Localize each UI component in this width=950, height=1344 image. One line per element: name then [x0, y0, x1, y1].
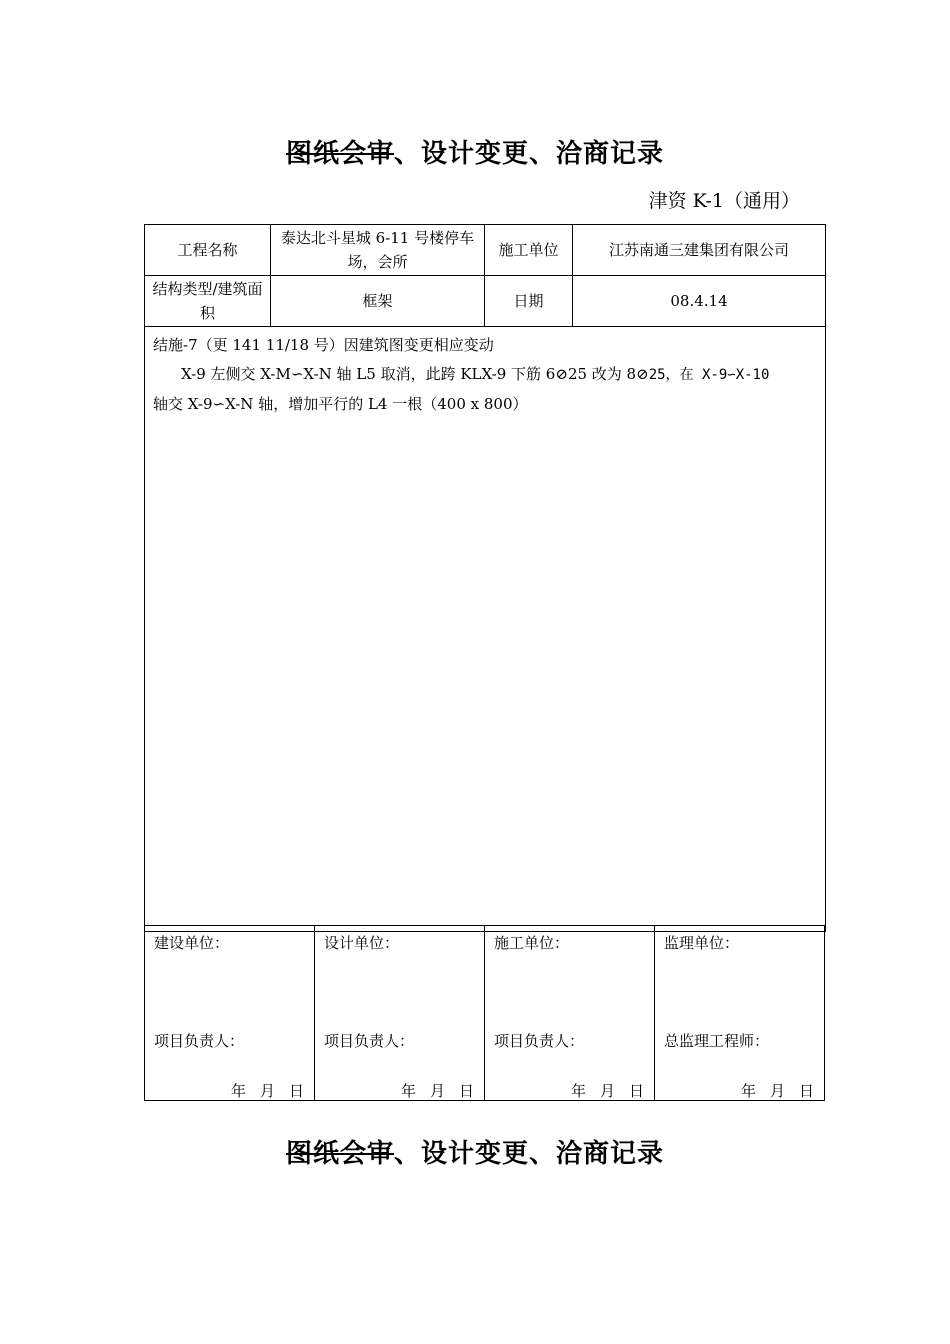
signature-date: 年 月 日: [400, 1082, 474, 1100]
contractor-value: 江苏南通三建集团有限公司: [573, 225, 826, 276]
project-name-label: 工程名称: [145, 225, 271, 276]
contractor-label: 施工单位: [485, 225, 573, 276]
title-rest-text: 、设计变更、洽商记录: [394, 139, 665, 169]
table-row: [145, 926, 825, 1101]
rebar-symbol-icon: ⊘: [636, 365, 649, 383]
signature-cell-construction: [485, 926, 655, 1101]
title-rest-text: 、设计变更、洽商记录: [394, 1139, 665, 1169]
content-line-2b: 25 改为 8: [567, 365, 637, 383]
content-line-3: 轴交 X-9∽X-N 轴，增加平行的 L4 一根（400 x 800）: [153, 395, 528, 413]
content-line-1: 结施-7（更 141 11/18 号）因建筑图变更相应变动: [153, 336, 494, 354]
signature-person-label: 总监理工程师：: [664, 1032, 770, 1050]
content-line-2: [153, 360, 817, 390]
title-struck-text: 图纸会审: [285, 139, 394, 169]
signature-person-label: 项目负责人：: [154, 1032, 245, 1050]
signature-unit-label: 建设单位：: [154, 934, 230, 952]
title-struck-text: 图纸会审: [285, 1139, 394, 1169]
project-name-value: 泰达北斗星城 6-11 号楼停车场，会所: [271, 225, 485, 276]
signature-date: 年 月 日: [230, 1082, 304, 1100]
date-label: 日期: [485, 276, 573, 327]
signature-person-label: 项目负责人：: [494, 1032, 585, 1050]
page-title-repeat: [0, 1133, 950, 1170]
form-code: 津资 K-1（通用）: [648, 190, 800, 212]
structure-value: 框架: [271, 276, 485, 327]
content-line-2a: X-9 左侧交 X-M∽X-N 轴 L5 取消，此跨 KLX-9 下筋 6: [181, 365, 556, 383]
content-line-2c: 25，在 X-9∽X-10: [648, 367, 770, 383]
structure-label: 结构类型/建筑面积: [145, 276, 271, 327]
signature-cell-supervision: [655, 926, 825, 1101]
change-content-cell: [145, 327, 826, 932]
date-value: 08.4.14: [573, 276, 826, 327]
signature-person-label: 项目负责人：: [324, 1032, 415, 1050]
signature-cell-owner: [145, 926, 315, 1101]
signature-date: 年 月 日: [570, 1082, 644, 1100]
table-row: [145, 276, 826, 327]
signature-unit-label: 设计单位：: [324, 934, 400, 952]
signature-unit-label: 施工单位：: [494, 934, 570, 952]
signature-unit-label: 监理单位：: [664, 934, 740, 952]
signature-table: [144, 925, 825, 1101]
record-form-table: [144, 224, 826, 932]
signature-date: 年 月 日: [740, 1082, 814, 1100]
signature-cell-design: [315, 926, 485, 1101]
table-row: [145, 225, 826, 276]
rebar-symbol-icon: ⊘: [555, 365, 568, 383]
page-title: [0, 133, 950, 170]
table-row: [145, 327, 826, 932]
